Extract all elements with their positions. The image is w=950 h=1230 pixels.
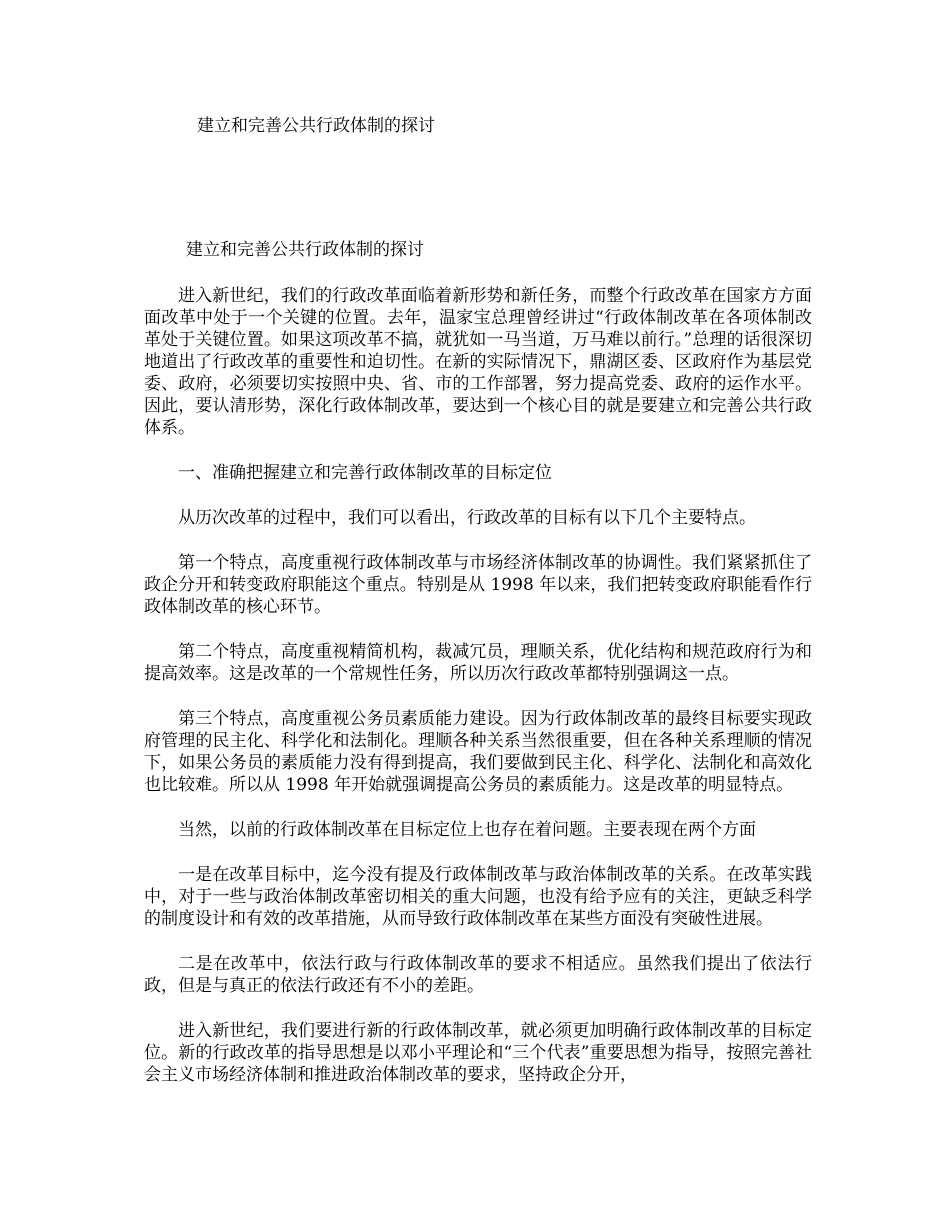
paragraph: 第二个特点，高度重视精简机构，裁减冗员，理顺关系，优化结构和规范政府行为和提高效率。这是改革的一个常规性任务，所以历次行政改革都特别强调这一点。 [144, 642, 812, 684]
article-title: 建立和完善公共行政体制的探讨 [186, 240, 424, 260]
paragraph: 从历次改革的过程中，我们可以看出，行政改革的目标有以下几个主要特点。 [178, 508, 756, 528]
document-body [144, 239, 812, 1109]
paragraph: 进入新世纪，我们要进行新的行政体制改革，就必须更加明确行政体制改革的目标定位。新的行政改革的指导思想是以邓小平理论和“三个代表”重要思想为指导，按照完善社会主义市场经济体制和推进政治体制改革的要求，坚持政企分开， [144, 1021, 812, 1085]
document-header-title: 建立和完善公共行政体制的探讨 [197, 116, 435, 136]
paragraph: 二是在改革中，依法行政与行政体制改革的要求不相适应。虽然我们提出了依法行政，但是与真正的依法行政还有不小的差距。 [144, 954, 812, 996]
paragraph: 当然，以前的行政体制改革在目标定位上也存在着问题。主要表现在两个方面 [178, 820, 756, 840]
section-heading: 一、准确把握建立和完善行政体制改革的目标定位 [178, 463, 552, 483]
paragraph: 第一个特点，高度重视行政体制改革与市场经济体制改革的协调性。我们紧紧抓住了政企分开和转变政府职能这个重点。特别是从 1998 年以来，我们把转变政府职能看作行政体制改革的核心环节。 [144, 553, 812, 617]
paragraph: 第三个特点，高度重视公务员素质能力建设。因为行政体制改革的最终目标要实现政府管理的民主化、科学化和法制化。理顺各种关系当然很重要，但在各种关系理顺的情况下，如果公务员的素质能力没有得到提高，我们要做到民主化、科学化、法制化和高效化也比较难。所以从 1998 年开始就强调提高公务员的素质能力。这是改革的明显特点。 [144, 709, 812, 795]
paragraph-intro: 进入新世纪，我们的行政改革面临着新形势和新任务，而整个行政改革在国家方方面面改革中处于一个关键的位置。去年，温家宝总理曾经讲过“行政体制改革在各项体制改革处于关键位置。如果这项改革不搞，就犹如一马当道，万马难以前行。”总理的话很深切地道出了行政改革的重要性和迫切性。在新的实际情况下，鼎湖区委、区政府作为基层党委、政府，必须要切实按照中央、省、市的工作部署，努力提高党委、政府的运作水平。因此，要认清形势，深化行政体制改革，要达到一个核心目的就是要建立和完善公共行政体系。 [144, 286, 812, 438]
paragraph: 一是在改革目标中，迄今没有提及行政体制改革与政治体制改革的关系。在改革实践中，对于一些与政治体制改革密切相关的重大问题，也没有给予应有的关注，更缺乏科学的制度设计和有效的改革措施，从而导致行政体制改革在某些方面没有突破性进展。 [144, 865, 812, 929]
